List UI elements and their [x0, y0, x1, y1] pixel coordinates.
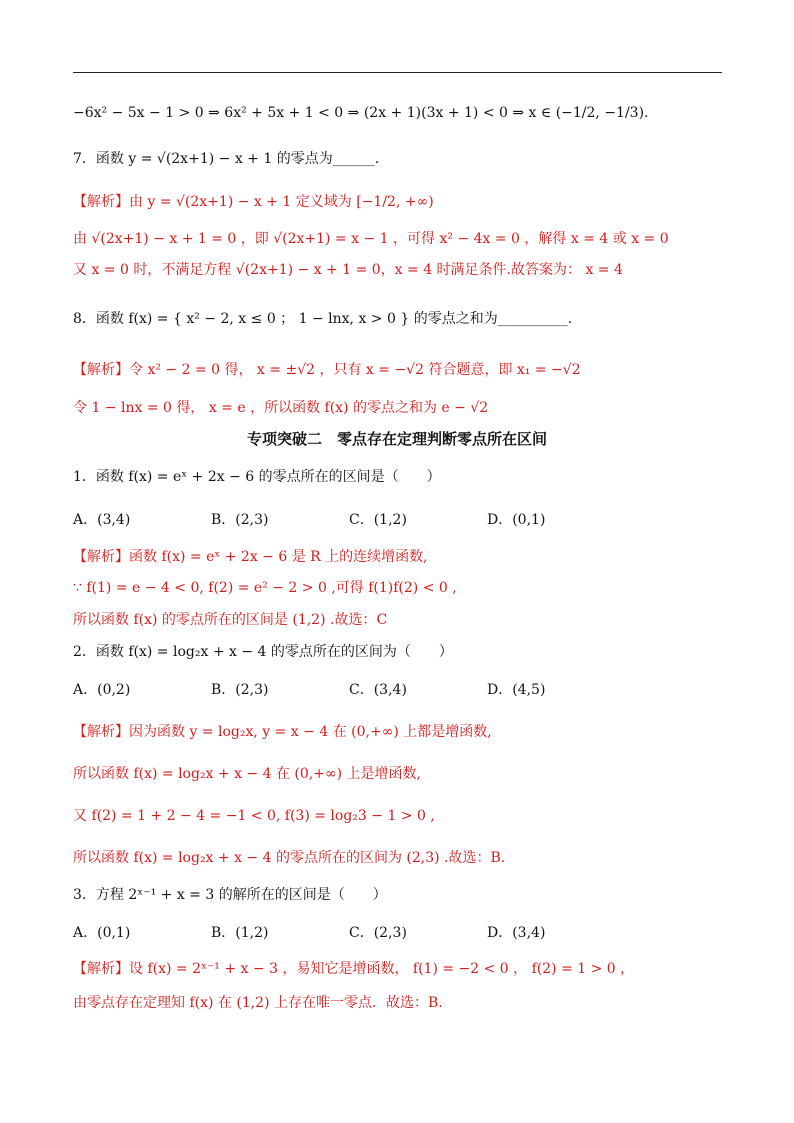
q1-option-d: D．(0,1)	[487, 512, 546, 528]
q3-option-a: A．(0,1)	[73, 925, 131, 941]
solution-7-line-1: 【解析】由 y = √(2x+1) − x + 1 定义域为 [−1/2, +∞)	[73, 194, 434, 210]
q3-option-d: D．(3,4)	[487, 925, 546, 941]
question-1: 1．函数 f(x) = eˣ + 2x − 6 的零点所在的区间是（ ）	[73, 469, 441, 485]
solution-2-line-4: 所以函数 f(x) = log₂x + x − 4 的零点所在的区间为 (2,3) .故选：B.	[73, 850, 506, 866]
q1-option-a: A．(3,4)	[73, 512, 131, 528]
question-3: 3．方程 2ˣ⁻¹ + x = 3 的解所在的区间是（ ）	[73, 887, 387, 903]
q3-option-b: B．(1,2)	[211, 925, 269, 941]
solution-1-line-3: 所以函数 f(x) 的零点所在的区间是 (1,2) .故选：C	[73, 612, 388, 628]
solution-3-line-1: 【解析】设 f(x) = 2ˣ⁻¹ + x − 3 ，易知它是增函数， f(1) = −2 < 0 ， f(2) = 1 > 0 ，	[73, 961, 635, 977]
solution-1-line-2: ∵ f(1) = e − 4 < 0, f(2) = e² − 2 > 0 ,可得 f(1)f(2) < 0 ,	[73, 580, 457, 596]
solution-7-line-3: 又 x = 0 时，不满足方程 √(2x+1) − x + 1 = 0，x = 4 时满足条件.故答案为： x = 4	[73, 262, 623, 278]
q2-option-c: C．(3,4)	[349, 682, 407, 698]
question-8: 8．函数 f(x) = { x² − 2, x ≤ 0 ； 1 − lnx, x > 0 } 的零点之和为__________.	[73, 311, 573, 327]
solution-8-line-1: 【解析】令 x² − 2 = 0 得， x = ±√2 ，只有 x = −√2 符合题意，即 x₁ = −√2	[73, 362, 581, 378]
q3-option-c: C．(2,3)	[349, 925, 407, 941]
q2-option-d: D．(4,5)	[487, 682, 546, 698]
q1-option-c: C．(1,2)	[349, 512, 407, 528]
solution-1-line-1: 【解析】函数 f(x) = eˣ + 2x − 6 是 R 上的连续增函数,	[73, 549, 428, 565]
solution-7-line-2: 由 √(2x+1) − x + 1 = 0 ，即 √(2x+1) = x − 1 ，可得 x² − 4x = 0 ，解得 x = 4 或 x = 0	[73, 231, 669, 247]
solution-8-line-2: 令 1 − lnx = 0 得， x = e ，所以函数 f(x) 的零点之和为 e − √2	[73, 400, 489, 416]
solution-line-inequality: −6x² − 5x − 1 > 0 ⇒ 6x² + 5x + 1 < 0 ⇒ (2x + 1)(3x + 1) < 0 ⇒ x ∈ (−1/2, −1/3).	[73, 105, 649, 121]
q1-option-b: B．(2,3)	[211, 512, 269, 528]
question-7: 7．函数 y = √(2x+1) − x + 1 的零点为______.	[73, 151, 380, 167]
solution-3-line-2: 由零点存在定理知 f(x) 在 (1,2) 上存在唯一零点．故选：B.	[73, 995, 443, 1011]
section-heading: 专项突破二 零点存在定理判断零点所在区间	[246, 430, 547, 448]
solution-2-line-1: 【解析】因为函数 y = log₂x, y = x − 4 在 (0,+∞) 上都是增函数,	[73, 724, 492, 740]
q2-option-a: A．(0,2)	[73, 682, 131, 698]
q2-option-b: B．(2,3)	[211, 682, 269, 698]
solution-2-line-2: 所以函数 f(x) = log₂x + x − 4 在 (0,+∞) 上是增函数,	[73, 766, 421, 782]
solution-2-line-3: 又 f(2) = 1 + 2 − 4 = −1 < 0, f(3) = log₂3 − 1 > 0 ,	[73, 808, 435, 824]
header-rule	[73, 72, 722, 73]
question-2: 2．函数 f(x) = log₂x + x − 4 的零点所在的区间为（ ）	[73, 644, 453, 660]
